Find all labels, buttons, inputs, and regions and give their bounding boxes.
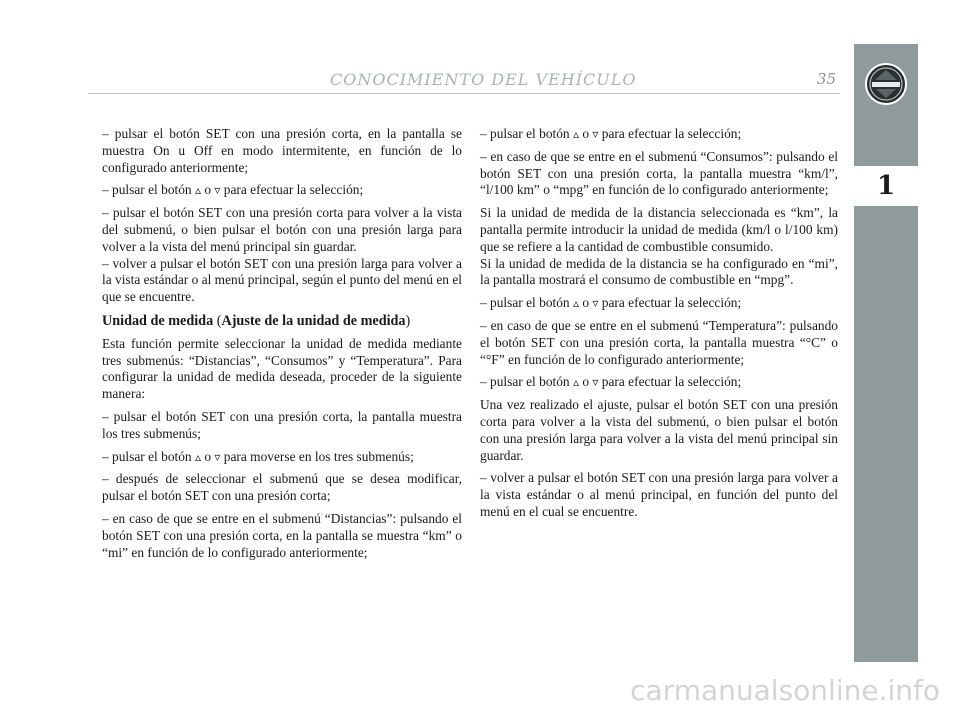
up-arrow-icon: ▵ xyxy=(572,296,580,311)
down-arrow-icon: ▿ xyxy=(214,449,221,464)
paragraph: – pulsar el botón ▵ o ▿ para moverse en los tres submenús; xyxy=(102,448,414,464)
paragraph: Si la unidad de medida de la distancia seleccionada es “km”, la pantalla permite introducir la unidad de medida (km/l o l/100 km) que se refiere a la cantidad de combustible consumido. xyxy=(480,205,838,254)
paragraph: – en caso de que se entre en el submenú “Temperatura”: pulsando el botón SET con una presión corta, la pantalla muestra “°C” o “°F” en función de lo configurado anteriormente; xyxy=(480,317,838,367)
up-arrow-icon: ▵ xyxy=(194,183,202,198)
lancia-logo-icon xyxy=(864,62,908,106)
section-heading: Unidad de medida (Ajuste de la unidad de medida) xyxy=(102,312,411,329)
down-arrow-icon: ▿ xyxy=(592,296,599,311)
paragraph: – pulsar el botón SET con una presión corta, en la pantalla se muestra On u Off en modo intermitente, en función de lo configurado anteriormente; xyxy=(102,126,462,175)
down-arrow-icon: ▿ xyxy=(592,127,599,141)
down-arrow-icon: ▿ xyxy=(214,183,221,198)
header-divider xyxy=(88,93,840,94)
paragraph: – después de seleccionar el submenú que se desea modificar, pulsar el botón SET con una presión corta; xyxy=(102,471,462,504)
paragraph: – en caso de que se entre en el submenú “Consumos”: pulsando el botón SET con una presión corta, la pantalla muestra “km/l”, “l/100 km” o “mpg” en función de lo configurado anteriormente; xyxy=(480,148,838,198)
up-arrow-icon: ▵ xyxy=(194,449,202,464)
paragraph: – en caso de que se entre en el submenú “Distancias”: pulsando el botón SET con una presión corta, en la pantalla se muestra “km” o “mi” en función de lo configurado anteriormente; xyxy=(102,510,462,560)
paragraph: – pulsar el botón ▵ o ▿ para efectuar la selección; xyxy=(480,295,742,311)
paragraph: – pulsar el botón SET con una presión corta, la pantalla muestra los tres submenús; xyxy=(102,408,462,441)
up-arrow-icon: ▵ xyxy=(572,375,580,390)
paragraph: – pulsar el botón ▵ o ▿ para efectuar la selección; xyxy=(480,126,742,141)
paragraph: – volver a pulsar el botón SET con una presión larga para volver a la vista estándar o al menú principal, en función del punto del menú en el cual se encuentre. xyxy=(480,470,838,519)
paragraph: Una vez realizado el ajuste, pulsar el botón SET con una presión corta para volver a la vista del submenú, o bien pulsar el botón con una presión larga para volver a la vista del menú principal sin guardar. xyxy=(480,397,838,463)
right-column xyxy=(480,126,838,527)
paragraph: – pulsar el botón SET con una presión corta para volver a la vista del submenú, o bien pulsar el botón con una presión larga para volver a la vista del menú principal sin guardar. xyxy=(102,205,462,254)
page-header xyxy=(88,66,840,94)
page-number: 35 xyxy=(816,70,836,88)
left-column xyxy=(102,126,462,567)
down-arrow-icon: ▿ xyxy=(592,375,599,390)
up-arrow-icon: ▵ xyxy=(572,127,580,141)
chapter-number: 1 xyxy=(854,166,918,206)
paragraph: Esta función permite seleccionar la unidad de medida mediante tres submenús: “Distancias”, “Consumos” y “Temperatura”. Para configurar la unidad de medida deseada, proceder de la siguiente manera: xyxy=(102,335,462,402)
watermark: carmanualsonline.info xyxy=(630,674,940,707)
paragraph: – pulsar el botón ▵ o ▿ para efectuar la selección; xyxy=(102,182,364,198)
paragraph: – pulsar el botón ▵ o ▿ para efectuar la selección; xyxy=(480,374,742,390)
section-title: CONOCIMIENTO DEL VEHÍCULO xyxy=(330,70,637,89)
paragraph: Si la unidad de medida de la distancia se ha configurado en “mi”, la pantalla mostrará el consumo de combustible en “mpg”. xyxy=(480,255,838,288)
paragraph: – volver a pulsar el botón SET con una presión larga para volver a la vista estándar o al menú principal, según el punto del menú en el que se encuentre. xyxy=(102,255,462,305)
chapter-side-tab xyxy=(854,44,918,662)
